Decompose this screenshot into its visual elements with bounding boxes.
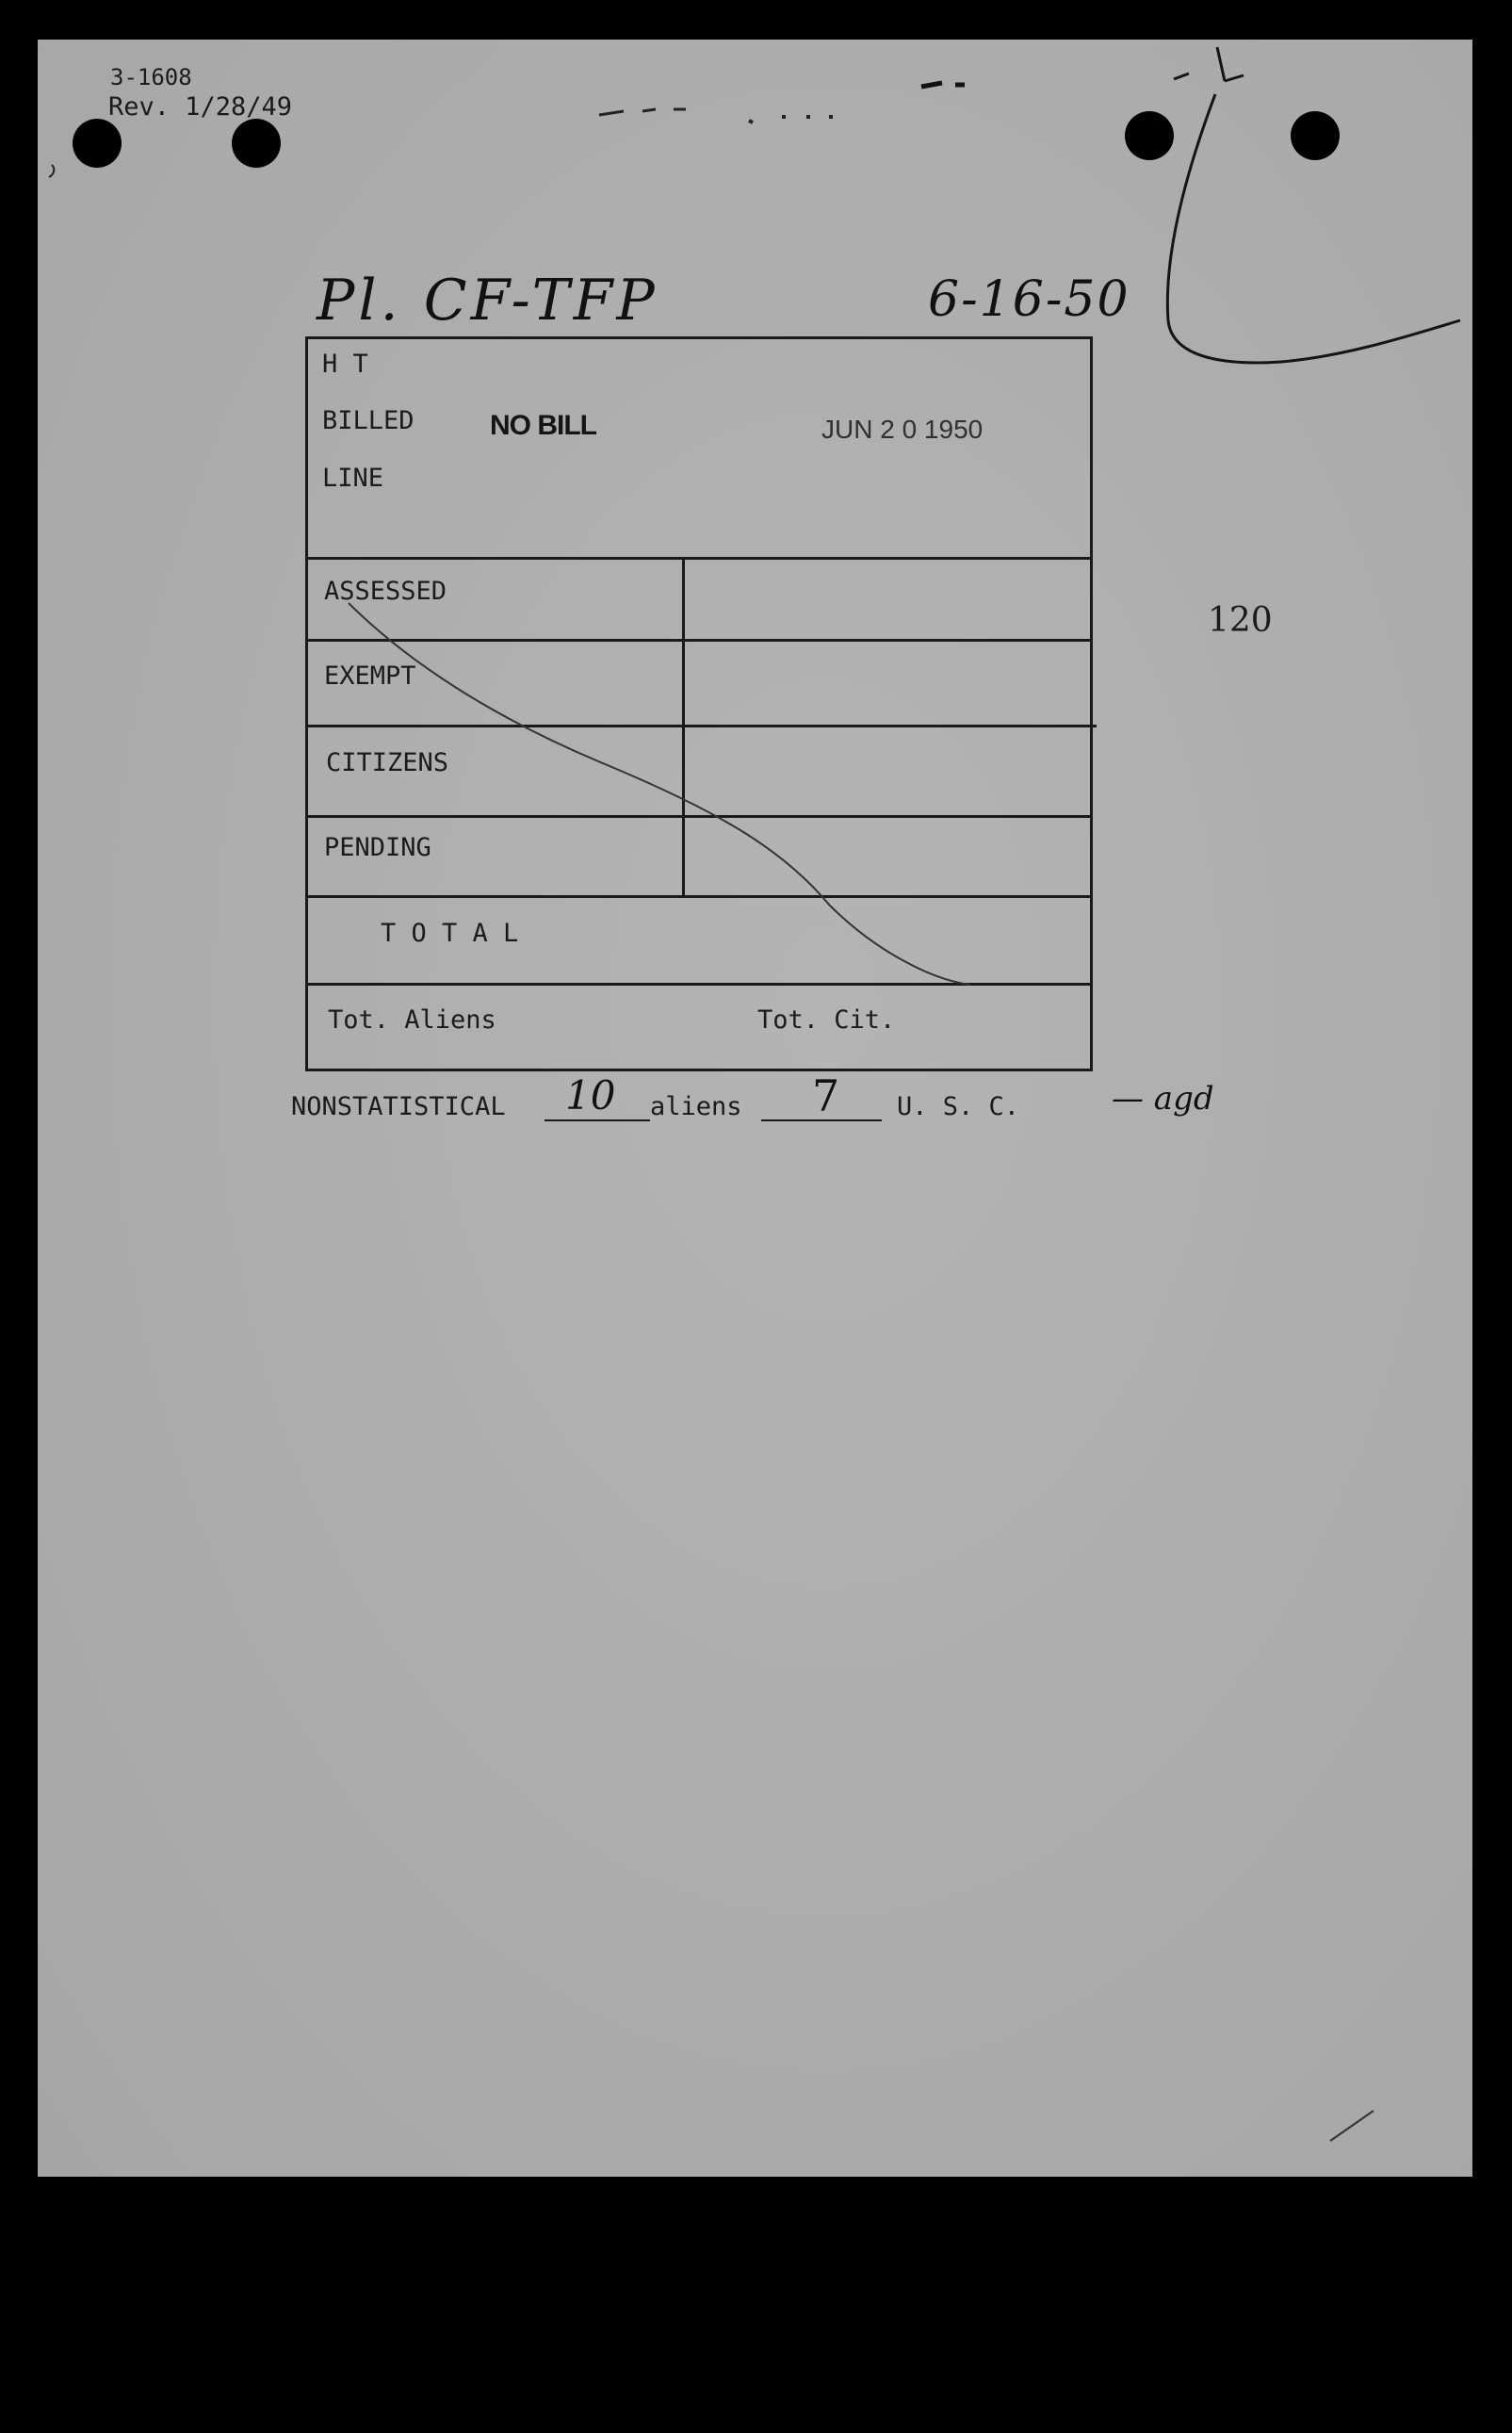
total-label: T O T A L [381, 919, 519, 948]
nonstatistical-label: NONSTATISTICAL [291, 1092, 506, 1121]
form-number: 3-1608 [110, 64, 192, 90]
aliens-label: aliens [650, 1092, 742, 1121]
total-aliens-label: Tot. Aliens [328, 1005, 496, 1035]
citizens-label: CITIZENS [326, 748, 449, 777]
punch-hole-4 [1291, 111, 1340, 160]
line-label: LINE [322, 464, 384, 493]
aliens-blank [545, 1119, 650, 1121]
side-number: 120 [1208, 601, 1273, 640]
nonstat-aliens-count: 10 [565, 1072, 616, 1119]
usc-label: U. S. C. [897, 1092, 1020, 1121]
date-received-stamp: JUN 2 0 1950 [821, 415, 984, 444]
statistics-table [305, 336, 1093, 1071]
initials: — agd [1112, 1080, 1214, 1118]
punch-hole-2 [232, 119, 281, 168]
total-citizens-label: Tot. Cit. [757, 1005, 896, 1035]
form-revision: Rev. 1/28/49 [108, 92, 293, 122]
handwritten-reference: Pl. CF-TFP [317, 268, 658, 334]
handwritten-date: 6-16-50 [928, 271, 1130, 328]
punch-hole-1 [73, 119, 122, 168]
nonstat-usc-count: 7 [812, 1070, 840, 1121]
assessed-label: ASSESSED [324, 577, 447, 606]
pending-label: PENDING [324, 833, 431, 862]
billed-label: BILLED [322, 406, 415, 435]
ht-label: H T [322, 350, 368, 379]
punch-hole-3 [1125, 111, 1174, 160]
no-bill-stamp: NO BILL [490, 410, 596, 441]
exempt-label: EXEMPT [324, 661, 416, 691]
